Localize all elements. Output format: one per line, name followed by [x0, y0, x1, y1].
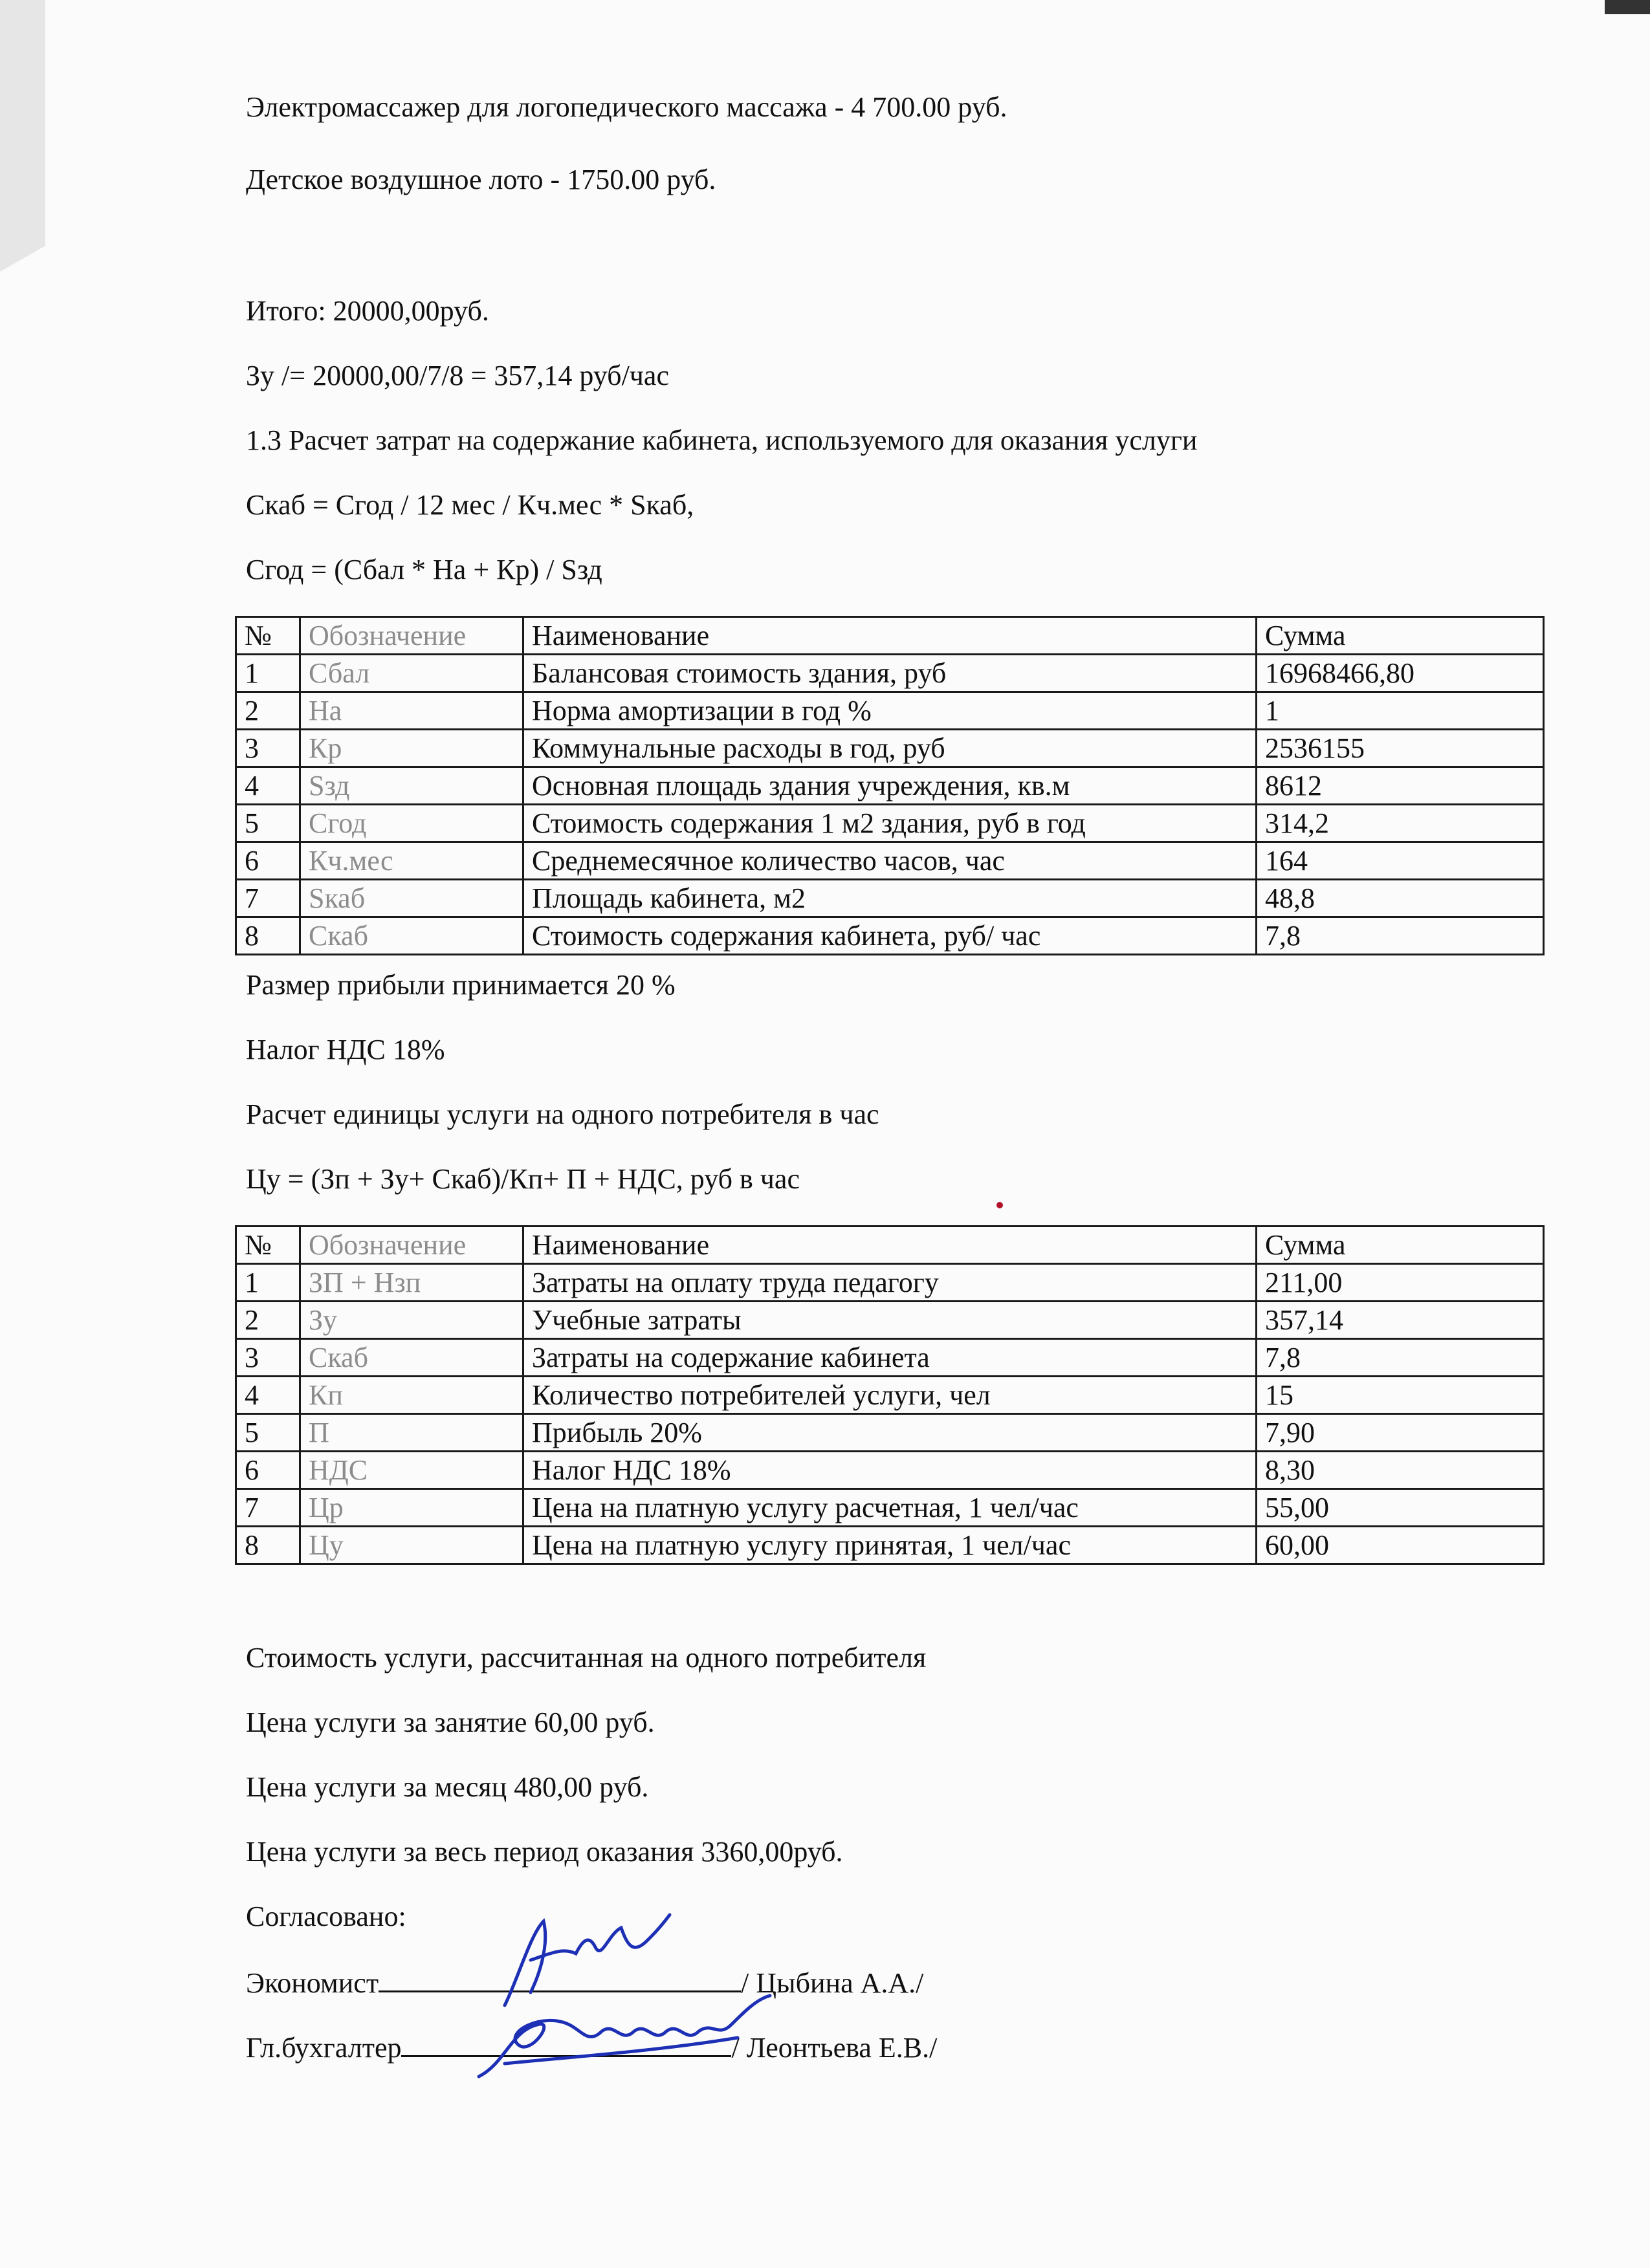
table-row — [236, 917, 1544, 955]
symbol-cell: Кч.мес — [300, 842, 523, 880]
number-cell: 5 — [236, 1414, 300, 1452]
table-row — [236, 692, 1544, 730]
formula-cu: Цу = (Зп + Зу+ Скаб)/Кп+ П + НДС, руб в час — [246, 1163, 800, 1195]
amount-cell: 8,30 — [1257, 1452, 1544, 1489]
name-cell: Стоимость содержания 1 м2 здания, руб в год — [523, 805, 1257, 842]
header-amount-cell: Сумма — [1257, 617, 1544, 655]
table-row — [236, 1377, 1544, 1414]
name-cell: Среднемесячное количество часов, час — [523, 842, 1257, 880]
zu-formula: Зу /= 20000,00/7/8 = 357,14 руб/час — [246, 360, 669, 391]
name-cell: Количество потребителей услуги, чел — [523, 1377, 1257, 1414]
calc-title: Расчет единицы услуги на одного потребителя в час — [246, 1098, 879, 1130]
amount-cell: 15 — [1257, 1377, 1544, 1414]
number-cell: 6 — [236, 1452, 300, 1489]
symbol-cell: Цу — [300, 1527, 523, 1564]
symbol-cell: Сгод — [300, 805, 523, 842]
table-row — [236, 1339, 1544, 1377]
name-cell: Стоимость содержания кабинета, руб/ час — [523, 917, 1257, 955]
name-cell: Цена на платную услугу принятая, 1 чел/час — [523, 1527, 1257, 1564]
symbol-cell: Кр — [300, 730, 523, 767]
table-row — [236, 767, 1544, 805]
symbol-cell: На — [300, 692, 523, 730]
number-cell: 1 — [236, 1264, 300, 1302]
header-number-cell: № — [236, 617, 300, 655]
name-cell: Прибыль 20% — [523, 1414, 1257, 1452]
price-per-period: Цена услуги за весь период оказания 3360,00руб. — [246, 1836, 843, 1868]
name-cell: Затраты на содержание кабинета — [523, 1339, 1257, 1377]
name-cell: Балансовая стоимость здания, руб — [523, 655, 1257, 692]
table-header-row — [236, 617, 1544, 655]
number-cell: 4 — [236, 1377, 300, 1414]
table-row — [236, 1414, 1544, 1452]
number-cell: 6 — [236, 842, 300, 880]
agreed-label: Согласовано: — [246, 1901, 406, 1932]
table-row — [236, 655, 1544, 692]
number-cell: 7 — [236, 880, 300, 917]
header-symbol-cell: Обозначение — [300, 617, 523, 655]
header-name-cell: Наименование — [523, 617, 1257, 655]
amount-cell: 1 — [1257, 692, 1544, 730]
total-line: Итого: 20000,00руб. — [246, 295, 489, 327]
table-row — [236, 730, 1544, 767]
symbol-cell: Скаб — [300, 1339, 523, 1377]
amount-cell: 7,8 — [1257, 917, 1544, 955]
name-cell: Налог НДС 18% — [523, 1452, 1257, 1489]
number-cell: 3 — [236, 1339, 300, 1377]
ink-dot — [996, 1202, 1003, 1208]
economist-name: / Цыбина А.А./ — [741, 1967, 924, 1999]
amount-cell: 8612 — [1257, 767, 1544, 805]
item-lotto: Детское воздушное лото - 1750.00 руб. — [246, 164, 716, 195]
amount-cell: 60,00 — [1257, 1527, 1544, 1564]
table-header-row — [236, 1227, 1544, 1264]
name-cell: Основная площадь здания учреждения, кв.м — [523, 767, 1257, 805]
table-row — [236, 842, 1544, 880]
accountant-name: / Леонтьева Е.В./ — [731, 2032, 938, 2064]
vat-line: Налог НДС 18% — [246, 1034, 445, 1065]
header-number-cell: № — [236, 1227, 300, 1264]
building-cost-table — [235, 616, 1545, 955]
formula-sgod: Сгод = (Сбал * На + Кр) / Sзд — [246, 554, 602, 585]
amount-cell: 16968466,80 — [1257, 655, 1544, 692]
header-symbol-cell: Обозначение — [300, 1227, 523, 1264]
symbol-cell: ЗП + Нзп — [300, 1264, 523, 1302]
amount-cell: 55,00 — [1257, 1489, 1544, 1527]
symbol-cell: Сбал — [300, 655, 523, 692]
name-cell: Учебные затраты — [523, 1302, 1257, 1339]
cost-title: Стоимость услуги, рассчитанная на одного потребителя — [246, 1642, 927, 1674]
table-row — [236, 805, 1544, 842]
number-cell: 1 — [236, 655, 300, 692]
table-row — [236, 1302, 1544, 1339]
symbol-cell: Цр — [300, 1489, 523, 1527]
number-cell: 8 — [236, 917, 300, 955]
amount-cell: 7,8 — [1257, 1339, 1544, 1377]
name-cell: Цена на платную услугу расчетная, 1 чел/час — [523, 1489, 1257, 1527]
name-cell: Норма амортизации в год % — [523, 692, 1257, 730]
symbol-cell: Кп — [300, 1377, 523, 1414]
table-row — [236, 1452, 1544, 1489]
profit-line: Размер прибыли принимается 20 % — [246, 969, 676, 1001]
service-price-table — [235, 1225, 1545, 1565]
number-cell: 7 — [236, 1489, 300, 1527]
symbol-cell: П — [300, 1414, 523, 1452]
price-per-lesson: Цена услуги за занятие 60,00 руб. — [246, 1706, 655, 1738]
name-cell: Затраты на оплату труда педагогу — [523, 1264, 1257, 1302]
table-row — [236, 1527, 1544, 1564]
accountant-role: Гл.бухгалтер — [246, 2032, 402, 2064]
symbol-cell: Sзд — [300, 767, 523, 805]
table-row — [236, 880, 1544, 917]
amount-cell: 48,8 — [1257, 880, 1544, 917]
number-cell: 3 — [236, 730, 300, 767]
amount-cell: 211,00 — [1257, 1264, 1544, 1302]
name-cell: Коммунальные расходы в год, руб — [523, 730, 1257, 767]
amount-cell: 164 — [1257, 842, 1544, 880]
number-cell: 2 — [236, 1302, 300, 1339]
formula-skab: Скаб = Сгод / 12 мес / Кч.мес * Sкаб, — [246, 489, 694, 521]
item-electromassager: Электромассажер для логопедического массажа - 4 700.00 руб. — [246, 91, 1007, 123]
section-heading: 1.3 Расчет затрат на содержание кабинета, используемого для оказания услуги — [246, 424, 1198, 456]
number-cell: 5 — [236, 805, 300, 842]
economist-role: Экономист — [246, 1967, 379, 1999]
symbol-cell: Sкаб — [300, 880, 523, 917]
symbol-cell: Скаб — [300, 917, 523, 955]
header-amount-cell: Сумма — [1257, 1227, 1544, 1264]
amount-cell: 357,14 — [1257, 1302, 1544, 1339]
number-cell: 8 — [236, 1527, 300, 1564]
table-row — [236, 1489, 1544, 1527]
symbol-cell: НДС — [300, 1452, 523, 1489]
amount-cell: 2536155 — [1257, 730, 1544, 767]
header-name-cell: Наименование — [523, 1227, 1257, 1264]
accountant-signature — [466, 1986, 776, 2083]
number-cell: 4 — [236, 767, 300, 805]
amount-cell: 7,90 — [1257, 1414, 1544, 1452]
number-cell: 2 — [236, 692, 300, 730]
table-row — [236, 1264, 1544, 1302]
amount-cell: 314,2 — [1257, 805, 1544, 842]
symbol-cell: Зу — [300, 1302, 523, 1339]
price-per-month: Цена услуги за месяц 480,00 руб. — [246, 1771, 649, 1803]
name-cell: Площадь кабинета, м2 — [523, 880, 1257, 917]
